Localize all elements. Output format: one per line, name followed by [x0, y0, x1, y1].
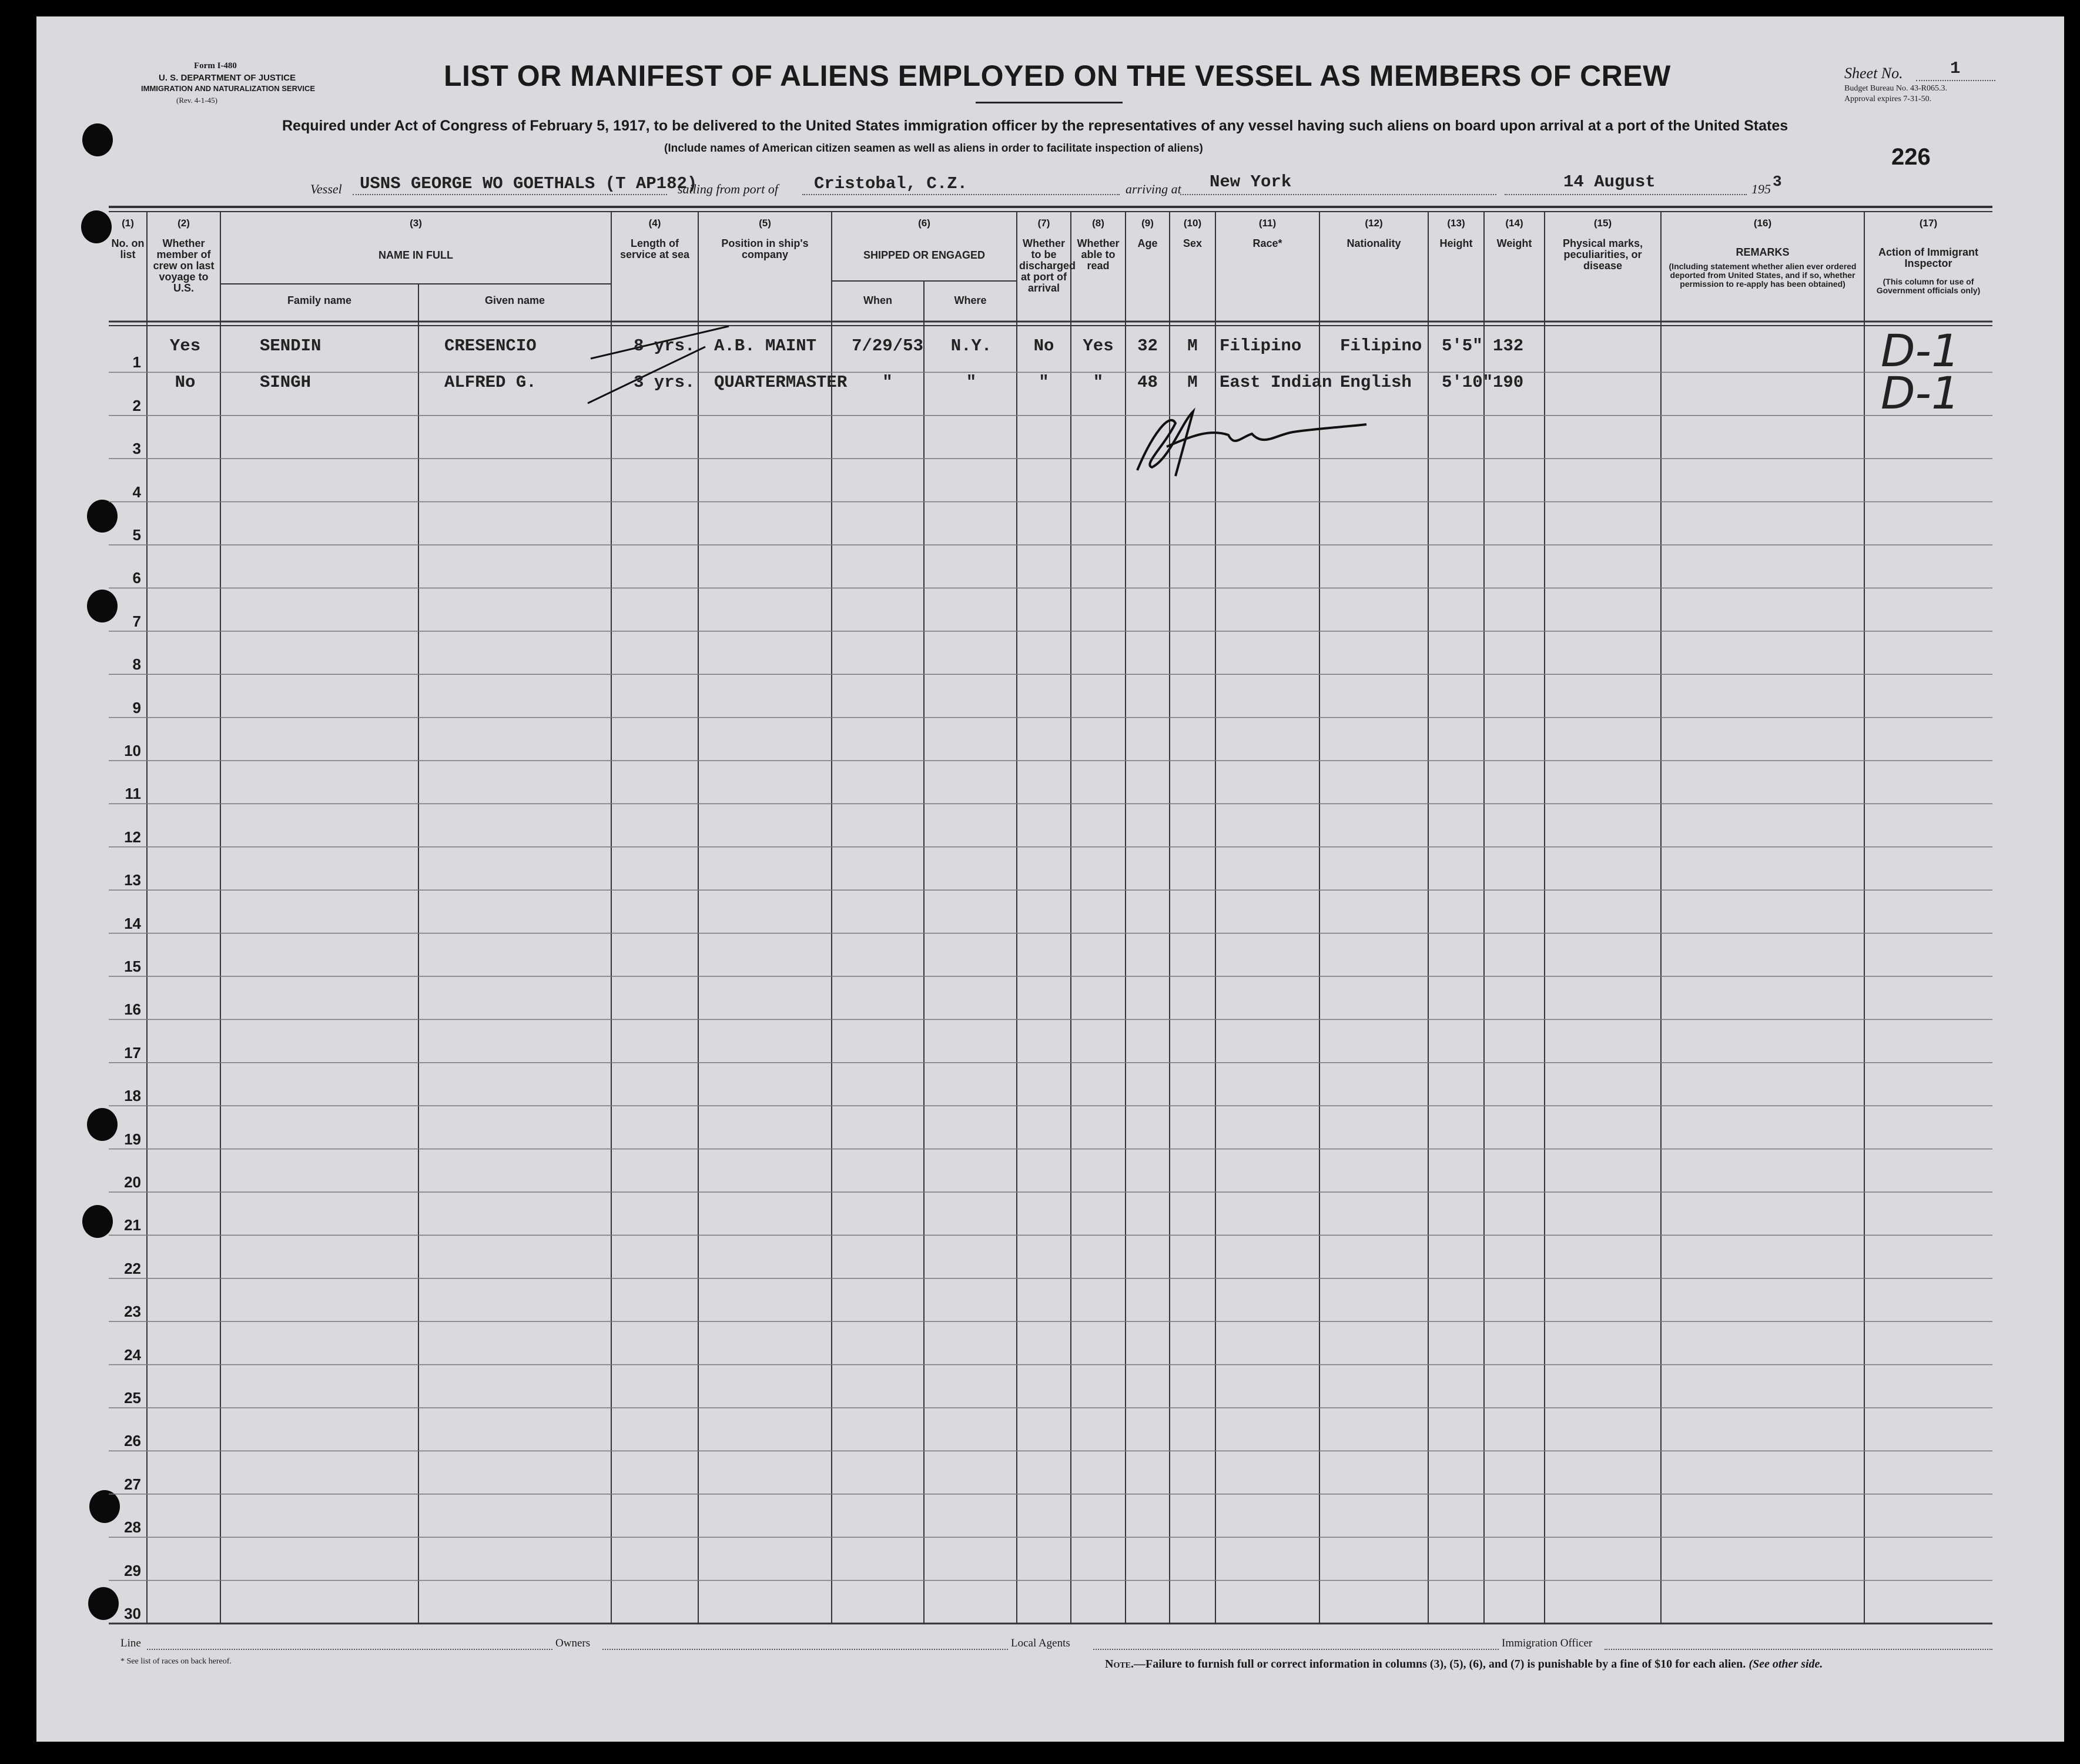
row-number: 14 [124, 914, 141, 932]
sailing-label: sailing from port of [678, 182, 778, 196]
column-note: (This column for use of Government officials only) [1876, 277, 1981, 295]
cell-nationality: English [1340, 373, 1412, 392]
column-header: Whether member of crew on last voyage to U.S. [153, 237, 215, 294]
row-number: 3 [132, 440, 141, 458]
subtitle-note: (Include names of American citizen seamen as well as aliens in order to facilitate inspection of aliens) [664, 142, 1203, 155]
cell-race: Filipino [1220, 336, 1302, 356]
row-number: 18 [124, 1087, 141, 1105]
approval-expiry: Approval expires 7-31-50. [1844, 95, 1932, 103]
column-number: (2) [177, 217, 190, 229]
row-number: 11 [125, 785, 141, 803]
vessel-label: Vessel [310, 182, 342, 196]
footer-note: —Failure to furnish full or correct information in columns (3), (5), (6), and (7) is punishable by a fine of $10 for each alien. [1134, 1658, 1746, 1671]
cell-race: East Indian [1220, 373, 1332, 392]
footer-officer-label: Immigration Officer [1502, 1637, 1593, 1649]
column-header: Sex [1183, 237, 1203, 249]
sheet-number: 1 [1950, 59, 1961, 78]
cell-when: " [882, 373, 893, 392]
column-header: Race* [1252, 237, 1282, 249]
cell-read: Yes [1083, 336, 1114, 356]
column-number: (3) [410, 217, 422, 229]
cell-position: QUARTERMASTER [714, 373, 848, 392]
column-number: (11) [1258, 217, 1277, 229]
column-number: (15) [1593, 217, 1612, 229]
cell-given: CRESENCIO [444, 336, 537, 356]
cell-weight: 190 [1493, 373, 1524, 392]
page-title: LIST OR MANIFEST OF ALIENS EMPLOYED ON THE VESSEL AS MEMBERS OF CREW [444, 59, 1671, 92]
cell-discharged: " [1039, 373, 1049, 392]
column-subheader: Given name [484, 294, 545, 306]
row-number: 30 [124, 1605, 141, 1622]
row-number: 26 [124, 1432, 141, 1450]
sailing-from-port: Cristobal, C.Z. [814, 174, 968, 193]
column-number: (10) [1183, 217, 1202, 229]
sheet-label: Sheet No. [1844, 65, 1903, 82]
cell-where: " [966, 373, 977, 392]
column-header: Position in ship's company [721, 237, 809, 260]
form-number: Form I-480 [194, 61, 237, 71]
footer-owners-label: Owners [555, 1637, 591, 1649]
column-header: Nationality [1347, 237, 1401, 249]
row-number: 29 [124, 1561, 141, 1579]
row-number: 19 [124, 1130, 141, 1148]
column-header: Age [1137, 237, 1158, 249]
column-number: (13) [1447, 217, 1465, 229]
footer-agents-label: Local Agents [1011, 1637, 1070, 1649]
row-number: 28 [124, 1518, 141, 1537]
column-header: Length of service at sea [619, 237, 690, 260]
cell-inspector-action: D-1 [1881, 367, 1960, 419]
column-header: Whether to be discharged at port of arrival [1019, 237, 1076, 294]
row-number: 22 [124, 1259, 141, 1277]
column-number: (1) [122, 217, 134, 229]
column-number: (6) [918, 217, 930, 229]
arrival-year-suffix: 3 [1773, 173, 1782, 190]
column-header: Whether able to read [1077, 237, 1120, 272]
row-number: 5 [132, 526, 141, 544]
cell-last-voyage: No [175, 373, 196, 392]
cell-age: 48 [1137, 373, 1158, 392]
column-header: Weight [1496, 237, 1532, 249]
column-number: (5) [759, 217, 771, 229]
row-number: 13 [124, 871, 141, 889]
column-header: Height [1439, 237, 1473, 249]
cell-service: 3 yrs. [634, 373, 695, 392]
column-header: REMARKS [1736, 246, 1790, 258]
races-note: * See list of races on back hereof. [120, 1657, 232, 1666]
row-number: 17 [124, 1043, 141, 1062]
arriving-at-port: New York [1210, 172, 1292, 192]
cell-when: 7/29/53 [852, 336, 923, 356]
column-number: (4) [648, 217, 661, 229]
column-header: Physical marks, peculiarities, or disease [1562, 237, 1643, 272]
cell-where: N.Y. [950, 336, 992, 356]
column-header: No. on list [111, 237, 145, 260]
arriving-label: arriving at [1126, 182, 1181, 196]
column-number: (8) [1092, 217, 1104, 229]
cell-height: 5'5" [1442, 336, 1483, 356]
cell-inspector-action: D-1 [1881, 324, 1960, 377]
row-number: 27 [124, 1475, 141, 1493]
arrival-year-prefix: 195 [1751, 182, 1771, 196]
service-name: IMMIGRATION AND NATURALIZATION SERVICE [141, 84, 316, 93]
row-number: 21 [124, 1216, 141, 1234]
cell-read: " [1093, 373, 1104, 392]
column-number: (9) [1141, 217, 1154, 229]
column-header: Action of Immigrant Inspector [1878, 246, 1978, 269]
cell-sex: M [1187, 336, 1198, 356]
column-note: (Including statement whether alien ever ordered deported from United States, and if so, whether permission to re-apply has been obtained) [1669, 262, 1857, 289]
cell-family: SENDIN [260, 336, 321, 356]
row-number: 24 [124, 1345, 141, 1364]
stamp-number: 226 [1891, 144, 1931, 170]
page-subtitle: Required under Act of Congress of February 5, 1917, to be delivered to the United States immigration officer by the representatives of any vessel having such aliens on board upon arrival at a port of the United States [282, 118, 1788, 134]
row-number: 15 [124, 958, 141, 975]
row-number: 2 [132, 396, 141, 414]
column-header: NAME IN FULL [379, 249, 453, 261]
column-header: SHIPPED OR ENGAGED [863, 249, 986, 261]
column-number: (17) [1919, 217, 1938, 229]
cell-nationality: Filipino [1340, 336, 1422, 356]
cell-last-voyage: Yes [169, 336, 201, 356]
row-number: 10 [124, 742, 141, 759]
department-name: U. S. DEPARTMENT OF JUSTICE [159, 73, 296, 83]
column-subheader: Where [954, 294, 987, 306]
row-number: 1 [132, 353, 141, 371]
row-number: 20 [124, 1173, 141, 1191]
cell-age: 32 [1137, 336, 1158, 356]
row-number: 23 [124, 1303, 141, 1321]
cell-given: ALFRED G. [444, 373, 537, 392]
cell-discharged: No [1033, 336, 1054, 356]
row-number: 8 [132, 655, 141, 674]
column-subheader: Family name [287, 294, 352, 306]
cell-family: SINGH [260, 373, 312, 392]
row-number: 9 [132, 698, 141, 717]
row-number: 4 [132, 483, 141, 501]
inspector-signature [1137, 411, 1366, 476]
footer-line-label: Line [120, 1637, 141, 1649]
column-subheader: When [863, 294, 892, 306]
footer-note-label: Note. [1105, 1658, 1134, 1671]
budget-number: Budget Bureau No. 43-R065.3. [1844, 84, 1947, 93]
vessel-name: USNS GEORGE WO GOETHALS (T AP182) [360, 174, 698, 193]
form-revision: (Rev. 4-1-45) [176, 96, 217, 105]
footer-see-other: (See other side. [1749, 1658, 1823, 1671]
row-number: 12 [124, 828, 141, 846]
cell-height: 5'10" [1442, 373, 1493, 392]
cell-position: A.B. MAINT [714, 336, 817, 356]
column-number: (16) [1753, 217, 1772, 229]
cell-weight: 132 [1493, 336, 1524, 356]
row-number: 16 [124, 1000, 141, 1019]
arrival-date: 14 August [1563, 172, 1656, 192]
cell-service: 8 yrs. [634, 336, 695, 356]
column-number: (7) [1037, 217, 1050, 229]
row-number: 25 [124, 1389, 141, 1407]
cell-sex: M [1187, 373, 1198, 392]
column-number: (14) [1505, 217, 1523, 229]
row-number: 7 [132, 612, 141, 630]
column-number: (12) [1365, 217, 1383, 229]
row-number: 6 [132, 569, 141, 587]
